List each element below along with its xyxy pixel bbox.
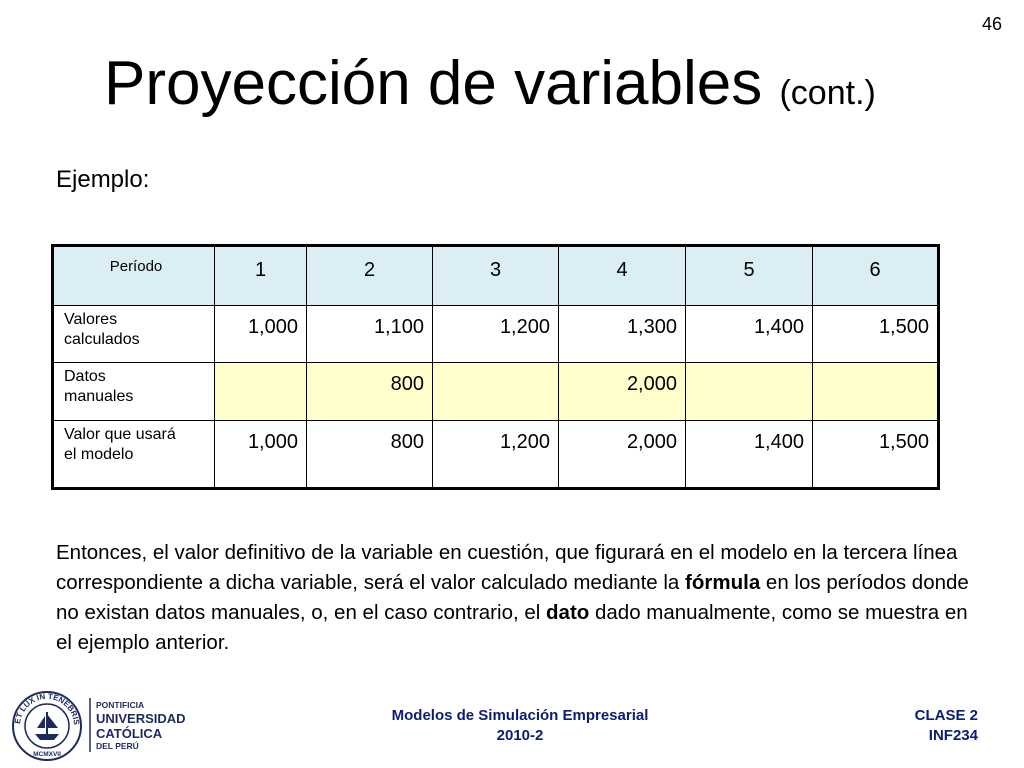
table-row	[53, 363, 939, 421]
period-cell: 3	[433, 246, 559, 306]
value-cell: 1,500	[813, 306, 939, 363]
logo-line4: DEL PERÚ	[96, 741, 139, 751]
value-cell: 1,400	[686, 306, 813, 363]
row-label	[53, 421, 215, 489]
logo-line3: CATÓLICA	[96, 726, 163, 741]
example-label: Ejemplo:	[56, 166, 150, 193]
period-cell: 5	[686, 246, 813, 306]
row-label	[53, 363, 215, 421]
value-cell: 1,200	[433, 421, 559, 489]
logo-line2: UNIVERSIDAD	[96, 711, 186, 726]
projection-table	[51, 244, 940, 490]
period-cell: 2	[307, 246, 433, 306]
logo-line1: PONTIFICIA	[96, 700, 145, 710]
value-cell: 1,500	[813, 421, 939, 489]
row-label-line: el modelo	[64, 446, 134, 463]
value-cell: 2,000	[559, 421, 686, 489]
footer-course	[330, 706, 710, 746]
table-row	[53, 421, 939, 489]
seal-motto: ET LUX IN TENEBRIS	[13, 691, 82, 726]
value-cell: 2,000	[559, 363, 686, 421]
svg-text:ET LUX IN TENEBRIS LUCET	[10, 688, 81, 726]
row-label	[53, 306, 215, 363]
course-name: Modelos de Simulación Empresarial	[391, 707, 649, 724]
value-cell: 1,200	[433, 306, 559, 363]
value-cell	[686, 363, 813, 421]
row-label-line: Valor que usará	[64, 426, 176, 443]
table-row	[53, 306, 939, 363]
slide-number: 46	[981, 14, 1002, 34]
row-label-line: calculados	[64, 331, 140, 348]
explanation-paragraph	[56, 538, 976, 658]
course-code: INF234	[928, 727, 978, 744]
footer-class	[915, 706, 978, 746]
course-term: 2010-2	[496, 727, 544, 744]
university-logo	[10, 688, 230, 762]
value-cell: 1,100	[307, 306, 433, 363]
slide-title	[104, 48, 876, 129]
value-cell: 1,000	[215, 306, 307, 363]
period-cell: 4	[559, 246, 686, 306]
title-suffix: (cont.)	[779, 74, 876, 112]
value-cell: 800	[307, 421, 433, 489]
paragraph-bold-formula: fórmula	[685, 571, 761, 594]
value-cell	[433, 363, 559, 421]
value-cell: 800	[307, 363, 433, 421]
value-cell: 1,400	[686, 421, 813, 489]
value-cell: 1,000	[215, 421, 307, 489]
title-main: Proyección de variables	[104, 49, 763, 118]
paragraph-text: dado manualmente, como se muestra en el ejemplo anterior.	[56, 601, 968, 654]
table-header-row	[53, 246, 939, 306]
row-label-line: Valores	[64, 311, 118, 328]
row-label-line: Datos	[64, 368, 106, 385]
paragraph-text: en los períodos donde no existan datos manuales, o, en el caso contrario, el	[56, 571, 969, 624]
seal-year: MCMXVII	[33, 751, 61, 758]
period-header: Período	[53, 246, 215, 306]
row-label-line: manuales	[64, 388, 134, 405]
value-cell	[813, 363, 939, 421]
value-cell	[215, 363, 307, 421]
period-cell: 6	[813, 246, 939, 306]
paragraph-bold-dato: dato	[546, 601, 590, 624]
paragraph-text: Entonces, el valor definitivo de la variable en cuestión, que figurará en el modelo en la tercera línea correspondiente a dicha variable, será el valor calculado mediante la	[56, 541, 958, 594]
class-label: CLASE 2	[914, 707, 978, 724]
value-cell: 1,300	[559, 306, 686, 363]
university-seal-icon	[10, 688, 230, 762]
period-cell: 1	[215, 246, 307, 306]
